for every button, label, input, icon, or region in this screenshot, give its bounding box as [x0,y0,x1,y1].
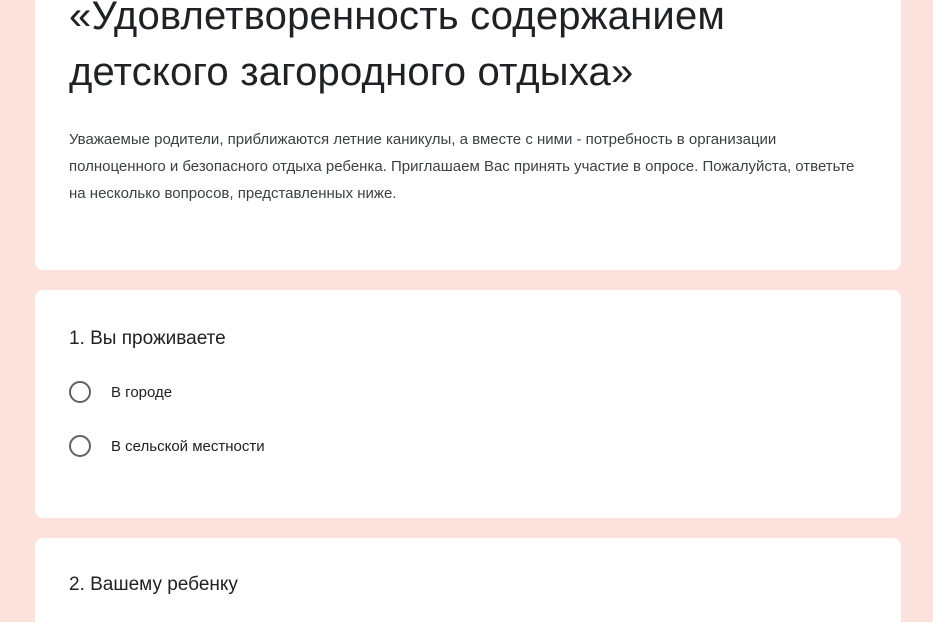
form-description: Уважаемые родители, приближаются летние каникулы, а вместе с ними - потребность в организации полноценного и безопасного отдыха ребенка. Приглашаем Вас принять участие в опросе. Пожалуйста, ответьте на несколько вопросов, представленных ниже. [69,131,855,202]
radio-group [69,378,867,460]
form-header-card [35,0,901,270]
radio-button[interactable] [69,435,91,457]
option-countryside[interactable] [69,432,867,460]
option-city[interactable] [69,378,867,406]
form-title: «Удовлетворенность содержанием детского загородного отдыха» [69,0,726,94]
option-label: В городе [111,383,173,401]
option-label: В сельской местности [111,437,265,455]
radio-button[interactable] [69,381,91,403]
question-card-1 [35,290,901,518]
question-title: 1. Вы проживаете [69,328,226,349]
question-card-2 [35,538,901,622]
question-title: 2. Вашему ребенку [69,574,238,595]
